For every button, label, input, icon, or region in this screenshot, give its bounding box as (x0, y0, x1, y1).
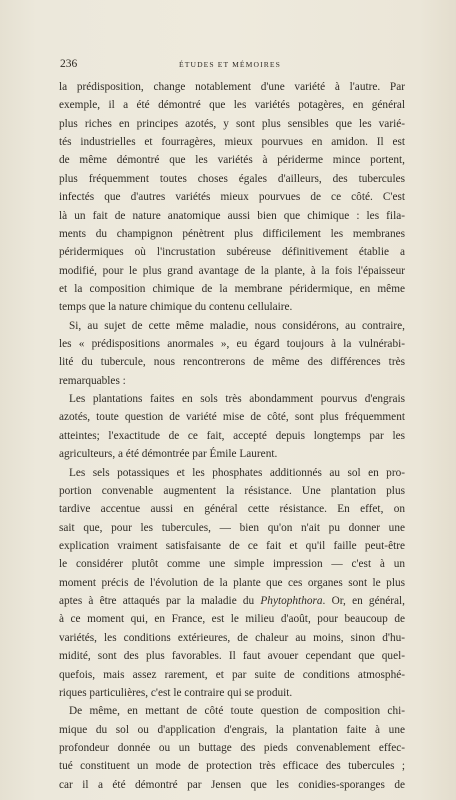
text-line: à ce moment qui, en France, est le milieu d'août, pour beaucoup de (59, 613, 405, 626)
text-line: moment précis de l'évolution de la plante que ces organes sont le plus (59, 576, 405, 589)
text-line: infectés que d'autres variétés mieux pourvues de ce côté. C'est (59, 191, 405, 204)
page-number: 236 (60, 58, 78, 70)
text-line: les « prédispositions anormales », eu égard toujours à la vulnérabi- (59, 338, 405, 351)
italic-term: Phytophthora (260, 595, 323, 608)
text-line: là un fait de nature anatomique aussi bien que chimique : les fila- (59, 209, 405, 222)
text-line: péridermiques où l'incrustation subéreuse définitivement établie a (59, 246, 405, 259)
text-line: aptes à être attaqués par la maladie du Phytophthora. Or, en général, (59, 595, 405, 608)
text-line: tés industrielles et fourragères, mieux pourvues en amidon. Il est (59, 136, 405, 149)
text-line: tué constituent un mode de protection très efficace des tubercules ; (59, 760, 405, 773)
text-line: variétés, les conditions extérieures, de chaleur au moins, sinon d'hu- (59, 631, 405, 644)
text-line: exemple, il a été démontré que les variétés potagères, en général (59, 99, 405, 112)
paragraph (59, 78, 405, 317)
text-line: midité, sont des plus favorables. Il faut avouer cependant que quel- (59, 650, 405, 663)
text-line: car il a été démontré par Jensen que les conidies-sporanges de (59, 778, 405, 791)
body-text (59, 78, 405, 794)
paragraph (59, 317, 405, 390)
text-line: quefois, mais assez rarement, et par suite de conditions atmosphé- (59, 668, 405, 681)
text-line: modifié, pour le plus grand avantage de la plante, à la fois l'épaisseur (59, 264, 405, 277)
text-line: plus fréquemment toutes choses égales d'ailleurs, des tubercules (59, 172, 405, 185)
text-line: explication vraiment satisfaisante de ce fait et qu'il faille peut-être (59, 539, 405, 552)
text-line: de même démontré que les variétés à périderme mince portent, (59, 154, 405, 167)
text-line: plus riches en principes azotés, y sont plus sensibles que les varié- (59, 117, 405, 130)
text-line: Les plantations faites en sols très abondamment pourvus d'engrais (69, 393, 405, 406)
text-line: profondeur donnée ou un buttage des pieds convenablement effec- (59, 741, 405, 754)
text-line: riques particulières, c'est le contraire qui se produit. (59, 686, 293, 699)
text-line: remarquables : (59, 374, 126, 387)
text-line: et la composition chimique de la membrane péridermique, en même (59, 282, 405, 295)
text-line: De même, en mettant de côté toute question de composition chi- (69, 705, 405, 718)
text-line: Si, au sujet de cette même maladie, nous considérons, au contraire, (69, 319, 405, 332)
paragraph (59, 464, 405, 703)
text-line: ments du champignon pénètrent plus difficilement les membranes (59, 227, 405, 240)
page-header (60, 58, 400, 72)
text-line: azotés, toute question de variété mise de côté, sont plus fréquemment (59, 411, 405, 424)
text-line: agriculteurs, a été démontrée par Émile Laurent. (59, 448, 278, 461)
text-line: Les sels potassiques et les phosphates additionnés au sol en pro- (69, 466, 405, 479)
text-line: tardive accentue aussi en général cette résistance. En effet, on (59, 503, 405, 516)
text-line: sait que, pour les tubercules, — bien qu'on n'ait pu donner une (59, 521, 405, 534)
text-line: la prédisposition, change notablement d'une variété à l'autre. Par (59, 81, 405, 93)
paragraph (59, 390, 405, 463)
text-line: mique du sol ou d'application d'engrais, la plantation faite à une (59, 723, 405, 736)
text-line: temps que la nature chimique du contenu cellulaire. (59, 301, 293, 314)
running-head: ÉTUDES ET MÉMOIRES (179, 60, 281, 69)
paragraph (59, 702, 405, 794)
text-line: le considérer plutôt comme une simple impression — c'est à un (59, 558, 405, 571)
text-line: lité du tubercule, nous rencontrerons de même des différences très (59, 356, 405, 369)
text-line: portion convenable augmentent la résistance. Une plantation plus (59, 484, 405, 497)
text-line: atteintes; l'exactitude de ce fait, accepté depuis longtemps par les (59, 429, 405, 442)
